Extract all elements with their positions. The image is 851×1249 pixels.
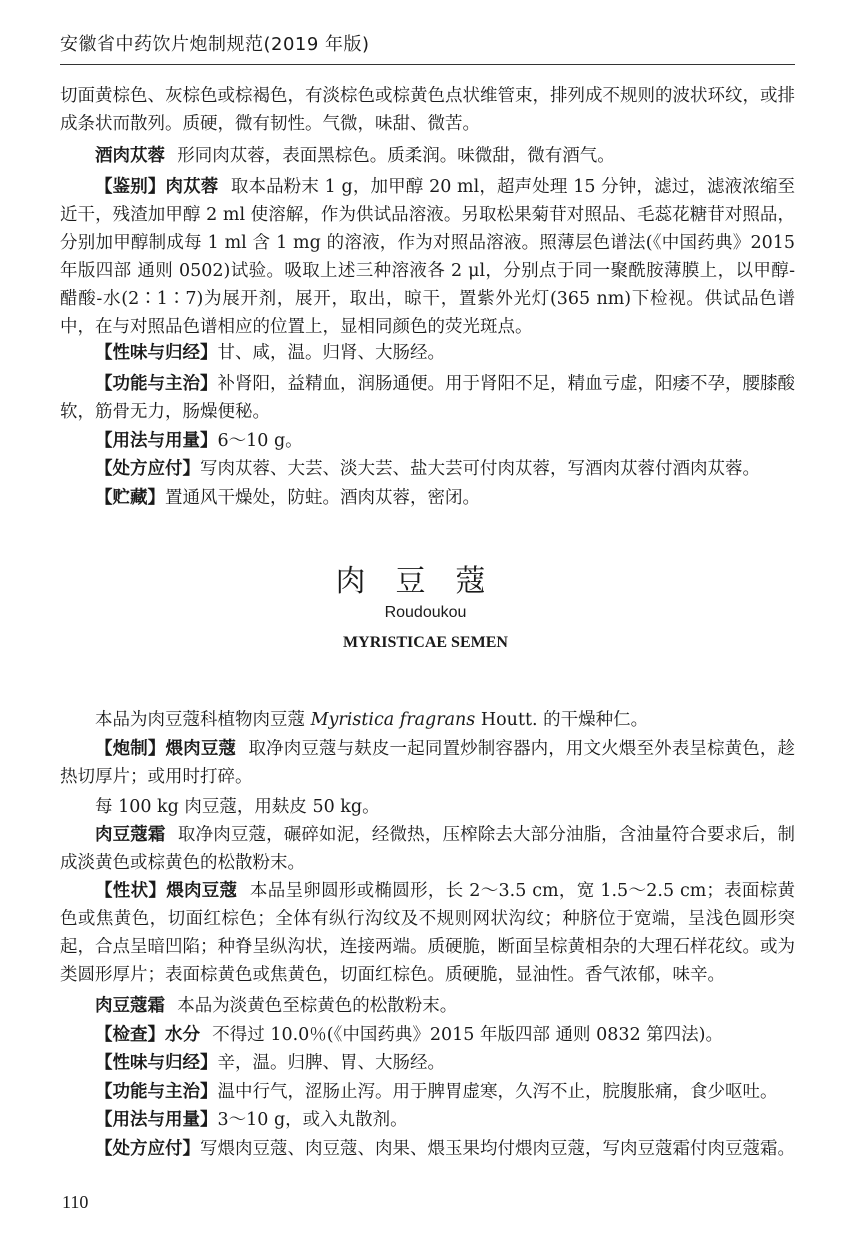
frost-characters-paragraph: 肉豆蔻霜 本品为淡黄色至棕黄色的松散粉末。 xyxy=(95,996,458,1016)
header-title: 安徽省中药饮片炮制规范(2019 年版) xyxy=(60,34,370,55)
prescription-paragraph-2: 【处方应付】写煨肉豆蔻、肉豆蔻、肉果、煨玉果均付煨肉豆蔻，写肉豆蔻霜付肉豆蔻霜。 xyxy=(95,1139,795,1159)
dosage-paragraph-2: 【用法与用量】3～10 g，或入丸散剂。 xyxy=(95,1110,408,1130)
prescription-paragraph: 【处方应付】写肉苁蓉、大芸、淡大芸、盐大芸可付肉苁蓉，写酒肉苁蓉付酒肉苁蓉。 xyxy=(95,459,760,479)
nature-meridian-paragraph: 【性味与归经】甘、咸，温。归肾、大肠经。 xyxy=(95,343,445,363)
identification-paragraph: 【鉴别】肉苁蓉 取本品粉末 1 g，加甲醇 20 ml，超声处理 15 分钟，滤过，滤液浓缩至近干，残渣加甲醇 2 ml 使溶解，作为供试品溶液。另取松果菊苷对照品、毛蕊花糖苷对照品，分别加甲醇制成每 1 ml 含 1 mg 的溶液，作为对照品溶液。照薄层色谱法(《中国药典》2015 年版四部 通则 0502)试验。吸取上述三种溶液各 2 μl，分别点于同一聚酰胺薄膜上，以甲醇-醋酸-水(2∶1∶7)为展开剂，展开，取出，晾干，置紫外光灯(365 nm)下检视。供试品色谱中，在与对照品色谱相应的位置上，显相同颜色的荧光斑点。 xyxy=(60,177,795,337)
function-paragraph: 【功能与主治】补肾阳，益精血，润肠通便。用于肾阳不足，精血亏虚，阳痿不孕，腰膝酸软，筋骨无力，肠燥便秘。 xyxy=(60,374,795,422)
monograph-latin-name: MYRISTICAE SEMEN xyxy=(343,634,508,651)
frost-processing-paragraph: 肉豆蔻霜 取净肉豆蔻，碾碎如泥，经微热，压榨除去大部分油脂，含油量符合要求后，制成淡黄色或棕黄色的松散粉末。 xyxy=(60,825,796,873)
monograph-title: 肉豆蔻 xyxy=(335,564,516,599)
wine-cistanche-paragraph: 酒肉苁蓉 形同肉苁蓉，表面黑棕色。质柔润。味微甜，微有酒气。 xyxy=(95,146,615,166)
ratio-paragraph: 每 100 kg 肉豆蔻，用麸皮 50 kg。 xyxy=(95,797,380,817)
storage-paragraph: 【贮藏】置通风干燥处，防蛀。酒肉苁蓉，密闭。 xyxy=(95,488,480,508)
page-number: 110 xyxy=(62,1192,89,1212)
inspection-paragraph: 【检查】水分 不得过 10.0％(《中国药典》2015 年版四部 通则 0832 第四法)。 xyxy=(95,1025,724,1045)
nature-meridian-paragraph-2: 【性味与归经】辛，温。归脾、胃、大肠经。 xyxy=(95,1053,445,1073)
monograph-pinyin: Roudoukou xyxy=(384,604,467,621)
characters-paragraph: 【性状】煨肉豆蔻 本品呈卵圆形或椭圆形，长 2～3.5 cm，宽 1.5～2.5 cm；表面棕黄色或焦黄色，切面红棕色；全体有纵行沟纹及不规则网状沟纹；种脐位于宽端，呈浅色圆形突起，合点呈暗凹陷；种脊呈纵沟状，连接两端。质硬脆，断面呈棕黄相杂的大理石样花纹。或为类圆形厚片；表面棕黄色或焦黄色，切面红棕色。质硬脆，显油性。香气浓郁，味辛。 xyxy=(60,881,796,985)
dosage-paragraph: 【用法与用量】6～10 g。 xyxy=(95,431,303,451)
function-paragraph-2: 【功能与主治】温中行气，涩肠止泻。用于脾胃虚寒，久泻不止，脘腹胀痛，食少呕吐。 xyxy=(95,1082,778,1102)
running-header xyxy=(60,18,795,65)
scientific-name: Myristica fragrans xyxy=(310,710,476,730)
processing-paragraph: 【炮制】煨肉豆蔻 取净肉豆蔻与麸皮一起同置炒制容器内，用文火煨至外表呈棕黄色，趁热切厚片；或用时打碎。 xyxy=(60,739,796,787)
continued-paragraph: 切面黄棕色、灰棕色或棕褐色，有淡棕色或棕黄色点状维管束，排列成不规则的波状环纹，或排成条状而散列。质硬，微有韧性。气微，味甜、微苦。 xyxy=(60,86,795,134)
intro-paragraph: 本品为肉豆蔻科植物肉豆蔻 Myristica fragrans Houtt. 的干燥种仁。 xyxy=(95,710,649,730)
